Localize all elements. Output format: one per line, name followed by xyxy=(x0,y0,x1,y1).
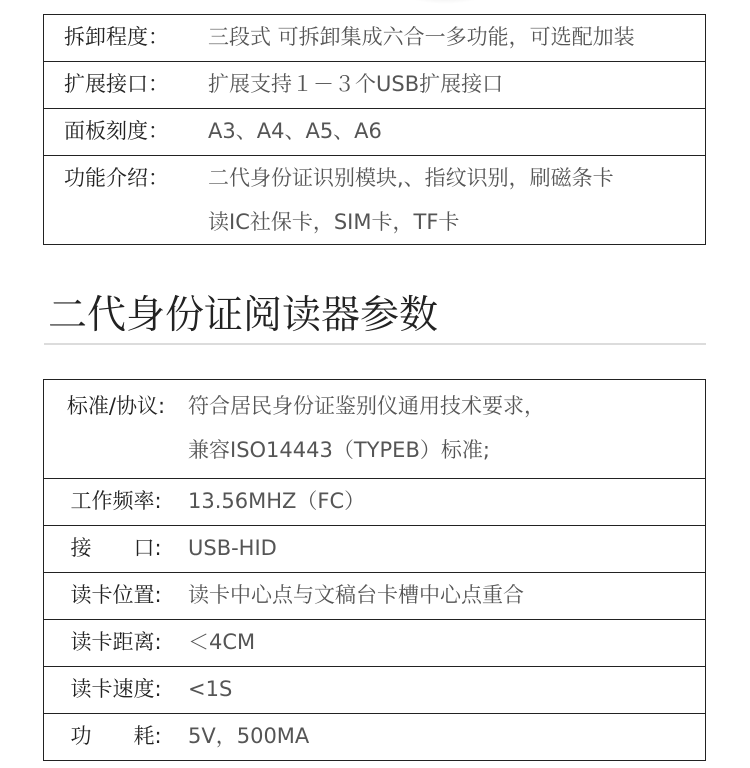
section-divider xyxy=(44,343,706,345)
spec-label-cell xyxy=(44,714,189,761)
spec-row xyxy=(44,62,706,109)
spec-label: 接 口: xyxy=(70,536,162,560)
spec-label-cell xyxy=(44,573,189,620)
reader-params-table xyxy=(43,379,706,761)
spec-label-cell xyxy=(44,479,189,526)
spec-value: <1S xyxy=(188,677,233,701)
spec-label: 扩展接口： xyxy=(64,72,169,96)
spec-label-cell xyxy=(44,109,209,156)
spec-row xyxy=(44,667,706,714)
spec-label-cell xyxy=(44,62,209,109)
spec-label-cell xyxy=(44,667,189,714)
spec-label: 工作频率: xyxy=(70,489,162,513)
spec-value: 13.56MHZ（FC） xyxy=(188,489,366,513)
spec-label: 拆卸程度： xyxy=(64,25,169,49)
product-spec-table xyxy=(43,14,706,245)
spec-value-cell xyxy=(188,620,706,667)
spec-value-cell xyxy=(188,573,706,620)
decorative-shadow xyxy=(395,0,495,4)
spec-value: ＜4CM xyxy=(188,630,256,654)
spec-value: 读卡中心点与文稿台卡槽中心点重合 xyxy=(188,583,524,607)
spec-label: 功 耗: xyxy=(70,724,162,748)
spec-label-cell xyxy=(44,156,209,245)
spec-value: USB-HID xyxy=(188,536,277,560)
spec-value-cell xyxy=(208,62,706,109)
spec-label: 标准/协议: xyxy=(66,394,166,418)
spec-row xyxy=(44,526,706,573)
spec-row xyxy=(44,479,706,526)
spec-label: 读卡距离: xyxy=(70,630,162,654)
spec-value-cell xyxy=(188,667,706,714)
spec-row xyxy=(44,109,706,156)
spec-value-cell xyxy=(208,156,706,245)
spec-label: 读卡速度: xyxy=(70,677,162,701)
spec-row xyxy=(44,156,706,245)
spec-label: 面板刻度： xyxy=(64,119,169,143)
spec-label: 功能介绍： xyxy=(64,166,169,190)
spec-value: 5V，500MA xyxy=(188,724,310,748)
spec-row xyxy=(44,15,706,62)
spec-value: 符合居民身份证鉴别仪通用技术要求， xyxy=(188,394,545,418)
spec-value: 二代身份证识别模块,、指纹识别，刷磁条卡 xyxy=(208,166,614,190)
spec-value-cell xyxy=(188,526,706,573)
spec-value-cell xyxy=(188,714,706,761)
spec-value: 兼容ISO14443（TYPEB）标准; xyxy=(188,438,490,462)
spec-value-cell xyxy=(208,15,706,62)
spec-row xyxy=(44,573,706,620)
spec-row xyxy=(44,714,706,761)
spec-row xyxy=(44,380,706,479)
spec-label: 读卡位置: xyxy=(70,583,162,607)
spec-value: 读IC社保卡，SIM卡，TF卡 xyxy=(208,210,460,234)
spec-value: 三段式 可拆卸集成六合一多功能，可选配加装 xyxy=(208,25,635,49)
spec-label-cell xyxy=(44,620,189,667)
spec-label-cell xyxy=(44,526,189,573)
spec-value-cell xyxy=(188,380,706,479)
spec-value-cell xyxy=(188,479,706,526)
spec-value: A3、A4、A5、A6 xyxy=(208,119,382,143)
spec-label-cell xyxy=(44,15,209,62)
spec-value: 扩展支持１－３个USB扩展接口 xyxy=(208,72,504,96)
spec-row xyxy=(44,620,706,667)
spec-label-cell xyxy=(44,380,189,479)
spec-value-cell xyxy=(208,109,706,156)
section-title: 二代身份证阅读器参数 xyxy=(48,293,439,338)
